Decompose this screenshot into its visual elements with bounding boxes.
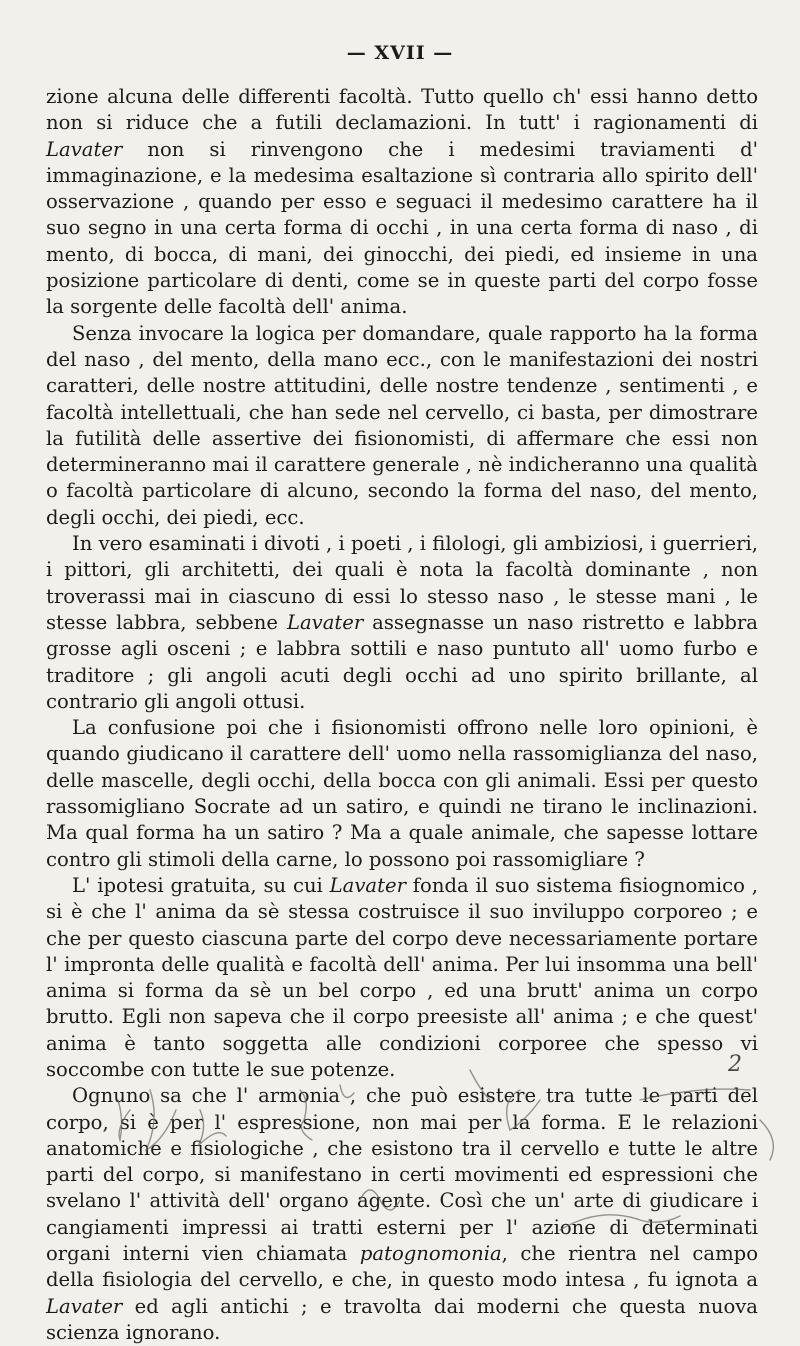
text-segment: assegnasse un naso ristretto e labbra grosse agli osceni ; e labbra sottili e naso puntuto all' uomo furbo e traditore ; gli angoli acuti degli occhi ad uno spirito brillante, al contrario gli angoli ottusi. bbox=[46, 610, 758, 713]
text-segment: In vero esaminati i divoti , i poeti , i filologi, gli ambiziosi, i guerrieri, i pittori, gli architetti, dei quali è nota la facoltà dominante , non troverassi mai in ciascuno di essi lo stesso naso , le stesse mani , le stesse labbra, sebbene bbox=[46, 532, 758, 634]
italic-text: Lavater bbox=[46, 1294, 123, 1318]
text-segment: L' ipotesi gratuita, su cui bbox=[72, 873, 330, 897]
signature-mark: 2 bbox=[728, 1052, 742, 1077]
text-segment: Ognuno sa che l' armonia , che può esistere tra tutte le parti del corpo, si è per l' espressione, non mai per la forma. E le relazioni anatomiche e fisiologiche , che esistono tra il cervello e tutte le altre parti del corpo, si manifestano in certi movimenti ed espressioni che svelano l' attività dell' organo agente. Così che un' arte di giudicare i cangiamenti impressi ai tratti esterni per l' azione di determinati organi interni vien chiamata bbox=[46, 1084, 758, 1266]
text-segment: ed agli antichi ; e travolta dai moderni che questa nuova scienza ignorano. bbox=[46, 1294, 758, 1344]
pencil-scribble-illustration bbox=[0, 1060, 800, 1257]
paragraph bbox=[46, 873, 758, 1083]
text-segment: Senza invocare la logica per domandare, quale rapporto ha la forma del naso , del mento, della mano ecc., con le manifestazioni dei nostri caratteri, delle nostre attitudini, delle nostre tendenze , sentimenti , e facoltà intellettuali, che han sede nel cervello, ci basta, per dimostrare la futilità delle assertive dei fisionomisti, di affermare che essi non determineranno mai il carattere generale , nè indicheranno una qualità o facoltà particolare di alcuno, secondo la forma del naso, del mento, degli occhi, dei piedi, ecc. bbox=[46, 321, 758, 529]
text-segment: La confusione poi che i fisionomisti offrono nelle loro opinioni, è quando giudicano il carattere dell' uomo nella rassomiglianza del naso, delle mascelle, degli occhi, della bocca con gli animali. Essi per questo rassomigliano Socrate ad un satiro, e quindi ne tirano le inclinazioni. Ma qual forma ha un satiro ? Ma a quale animale, che sapesse lottare contro gli stimoli della carne, lo possono poi rassomigliare ? bbox=[46, 716, 758, 871]
italic-text: Lavater bbox=[46, 137, 123, 161]
text-segment: fonda il suo sistema fisiognomico , si è che l' anima da sè stessa costruisce il suo inviluppo corporeo ; e che per questo ciascuna parte del corpo deve necessariamente portare l' impronta delle qualità e facoltà dell' anima. Per lui insomma una bell' anima si forma da sè un bel corpo , ed una brutt' anima un corpo brutto. Egli non sapeva che il corpo preesiste all' anima ; e che quest' anima è tanto soggetta alle condizioni corporee che spesso vi soccombe con tutte le sue potenze. bbox=[46, 873, 758, 1081]
page-number: — XVII — bbox=[346, 42, 454, 64]
italic-text: Lavater bbox=[286, 610, 364, 634]
text-segment: , che rientra nel campo della fisiologia del cervello, e che, in questo modo intesa , fu ignota a bbox=[46, 1242, 758, 1292]
italic-text: Lavater bbox=[329, 873, 406, 897]
paragraph bbox=[46, 715, 758, 873]
paragraph bbox=[46, 321, 758, 531]
paragraph bbox=[46, 531, 758, 715]
italic-text: patognomonia bbox=[359, 1242, 502, 1266]
paragraph bbox=[46, 84, 758, 321]
text-segment: zione alcuna delle differenti facoltà. Tutto quello ch' essi hanno detto non si riduce che a futili declamazioni. In tutt' i ragionamenti di bbox=[46, 85, 758, 135]
text-segment: non si rinvengono che i medesimi traviamenti d' immaginazione, e la medesima esaltazione sì contraria allo spirito dell' osservazione , quando per esso e seguaci il medesimo carattere ha il suo segno in una certa forma di occhi , in una certa forma di naso , di mento, di bocca, di mani, dei ginocchi, dei piedi, ed insieme in una posizione particolare di denti, come se in queste parti del corpo fosse la sorgente delle facoltà dell' anima. bbox=[46, 137, 758, 319]
